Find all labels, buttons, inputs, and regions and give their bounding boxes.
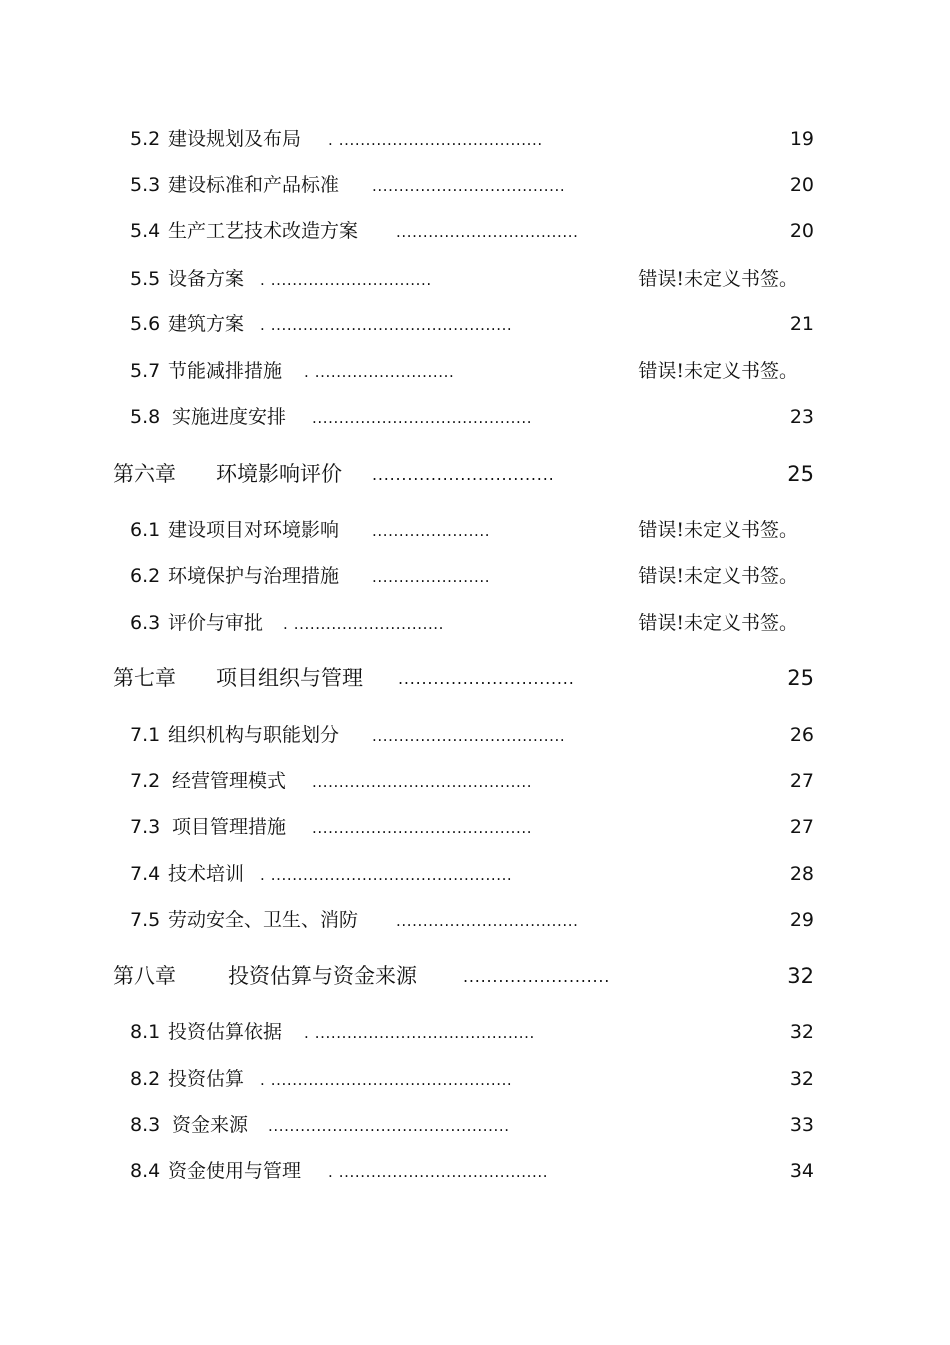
- toc-dot-leader: .........................................: [312, 819, 533, 837]
- toc-entry-number: 8.1: [130, 1021, 161, 1043]
- toc-page-number: 27: [789, 816, 814, 838]
- toc-bookmark-error: 错误!未定义书签。: [638, 612, 798, 634]
- toc-chapter-entry[interactable]: [0, 663, 950, 693]
- toc-page-number: 25: [787, 462, 814, 486]
- toc-dot-leader: .........................................: [312, 773, 533, 791]
- toc-chapter-entry[interactable]: [0, 459, 950, 489]
- toc-entry-number: 8.4: [130, 1160, 161, 1182]
- toc-section-entry[interactable]: [0, 1156, 950, 1186]
- toc-section-entry[interactable]: [0, 561, 950, 591]
- toc-section-entry[interactable]: [0, 124, 950, 154]
- toc-section-entry[interactable]: [0, 356, 950, 386]
- toc-entry-number: 6.1: [130, 519, 161, 541]
- toc-entry-title: 建设标准和产品标准: [168, 174, 340, 196]
- toc-entry-title: 投资估算与资金来源: [228, 964, 417, 988]
- toc-entry-number: 7.4: [130, 863, 161, 885]
- toc-entry-number: 第六章: [113, 462, 176, 486]
- toc-entry-number: 8.2: [130, 1068, 161, 1090]
- toc-page-number: 32: [787, 964, 814, 988]
- toc-entry-title: 技术培训: [168, 863, 245, 885]
- toc-entry-title: 建设规划及布局: [168, 128, 302, 150]
- toc-dot-leader: .............................................: [268, 1117, 510, 1135]
- toc-entry-number: 5.4: [130, 220, 161, 242]
- toc-dot-leader: ...............................: [372, 465, 555, 484]
- toc-entry-number: 7.5: [130, 909, 161, 931]
- toc-entry-number: 5.3: [130, 174, 161, 196]
- toc-dot-leader: ..................................: [396, 223, 579, 241]
- toc-page-number: 26: [789, 724, 814, 746]
- toc-section-entry[interactable]: [0, 766, 950, 796]
- toc-section-entry[interactable]: [0, 216, 950, 246]
- toc-entry-title: 建筑方案: [168, 313, 245, 335]
- toc-dot-leader: ..................................: [396, 912, 579, 930]
- toc-entry-title: 资金来源: [172, 1114, 249, 1136]
- toc-bookmark-error: 错误!未定义书签。: [638, 268, 798, 290]
- toc-page-number: 19: [789, 128, 814, 150]
- toc-entry-title: 评价与审批: [168, 612, 264, 634]
- toc-entry-title: 节能减排措施: [168, 360, 283, 382]
- toc-dot-leader: ....................................: [372, 727, 566, 745]
- toc-entry-title: 组织机构与职能划分: [168, 724, 340, 746]
- toc-dot-leader: . ......................................: [328, 131, 543, 149]
- toc-entry-number: 第八章: [113, 964, 176, 988]
- toc-entry-number: 6.2: [130, 565, 161, 587]
- toc-chapter-entry[interactable]: [0, 961, 950, 991]
- toc-dot-leader: . ..........................: [304, 363, 455, 381]
- toc-dot-leader: . ............................: [283, 615, 445, 633]
- toc-bookmark-error: 错误!未定义书签。: [638, 565, 798, 587]
- toc-section-entry[interactable]: [0, 170, 950, 200]
- toc-section-entry[interactable]: [0, 402, 950, 432]
- toc-entry-title: 环境影响评价: [216, 462, 342, 486]
- toc-entry-title: 环境保护与治理措施: [168, 565, 340, 587]
- toc-section-entry[interactable]: [0, 1110, 950, 1140]
- toc-entry-title: 项目管理措施: [172, 816, 287, 838]
- toc-section-entry[interactable]: [0, 515, 950, 545]
- toc-page-number: 21: [789, 313, 814, 335]
- toc-page-number: 29: [789, 909, 814, 931]
- toc-page-number: 23: [789, 406, 814, 428]
- toc-dot-leader: ......................: [372, 522, 491, 540]
- toc-dot-leader: ..............................: [398, 669, 575, 688]
- toc-dot-leader: . .............................................: [260, 1071, 513, 1089]
- toc-entry-number: 7.2: [130, 770, 161, 792]
- toc-dot-leader: . .......................................: [328, 1163, 549, 1181]
- toc-page-number: 28: [789, 863, 814, 885]
- toc-page-number: 33: [789, 1114, 814, 1136]
- toc-section-entry[interactable]: [0, 264, 950, 294]
- toc-dot-leader: . .........................................: [304, 1024, 535, 1042]
- toc-entry-number: 8.3: [130, 1114, 161, 1136]
- toc-entry-title: 生产工艺技术改造方案: [168, 220, 359, 242]
- toc-dot-leader: .........................................: [312, 409, 533, 427]
- toc-section-entry[interactable]: [0, 905, 950, 935]
- toc-page-number: 20: [789, 174, 814, 196]
- toc-section-entry[interactable]: [0, 608, 950, 638]
- toc-section-entry[interactable]: [0, 812, 950, 842]
- toc-entry-title: 实施进度安排: [172, 406, 287, 428]
- toc-entry-title: 投资估算依据: [168, 1021, 283, 1043]
- toc-entry-number: 5.2: [130, 128, 161, 150]
- toc-entry-title: 经营管理模式: [172, 770, 287, 792]
- toc-entry-number: 5.6: [130, 313, 161, 335]
- toc-section-entry[interactable]: [0, 720, 950, 750]
- toc-page-number: 27: [789, 770, 814, 792]
- toc-dot-leader: .........................: [463, 967, 611, 986]
- toc-entry-number: 第七章: [113, 666, 176, 690]
- toc-section-entry[interactable]: [0, 309, 950, 339]
- toc-entry-title: 投资估算: [168, 1068, 245, 1090]
- toc-bookmark-error: 错误!未定义书签。: [638, 519, 798, 541]
- toc-dot-leader: ......................: [372, 568, 491, 586]
- toc-entry-number: 6.3: [130, 612, 161, 634]
- toc-entry-title: 项目组织与管理: [216, 666, 363, 690]
- toc-page-number: 20: [789, 220, 814, 242]
- toc-dot-leader: . .............................................: [260, 866, 513, 884]
- toc-entry-title: 设备方案: [168, 268, 245, 290]
- toc-entry-number: 5.7: [130, 360, 161, 382]
- toc-section-entry[interactable]: [0, 1017, 950, 1047]
- toc-section-entry[interactable]: [0, 859, 950, 889]
- toc-dot-leader: . ..............................: [260, 271, 432, 289]
- toc-dot-leader: . .............................................: [260, 316, 513, 334]
- toc-entry-title: 劳动安全、卫生、消防: [168, 909, 359, 931]
- toc-dot-leader: ....................................: [372, 177, 566, 195]
- toc-page-number: 34: [789, 1160, 814, 1182]
- toc-page-number: 25: [787, 666, 814, 690]
- toc-bookmark-error: 错误!未定义书签。: [638, 360, 798, 382]
- toc-entry-title: 建设项目对环境影响: [168, 519, 340, 541]
- toc-section-entry[interactable]: [0, 1064, 950, 1094]
- toc-entry-number: 7.1: [130, 724, 161, 746]
- toc-entry-title: 资金使用与管理: [168, 1160, 302, 1182]
- toc-entry-number: 5.5: [130, 268, 161, 290]
- toc-entry-number: 5.8: [130, 406, 161, 428]
- toc-entry-number: 7.3: [130, 816, 161, 838]
- toc-page-number: 32: [789, 1068, 814, 1090]
- toc-page-number: 32: [789, 1021, 814, 1043]
